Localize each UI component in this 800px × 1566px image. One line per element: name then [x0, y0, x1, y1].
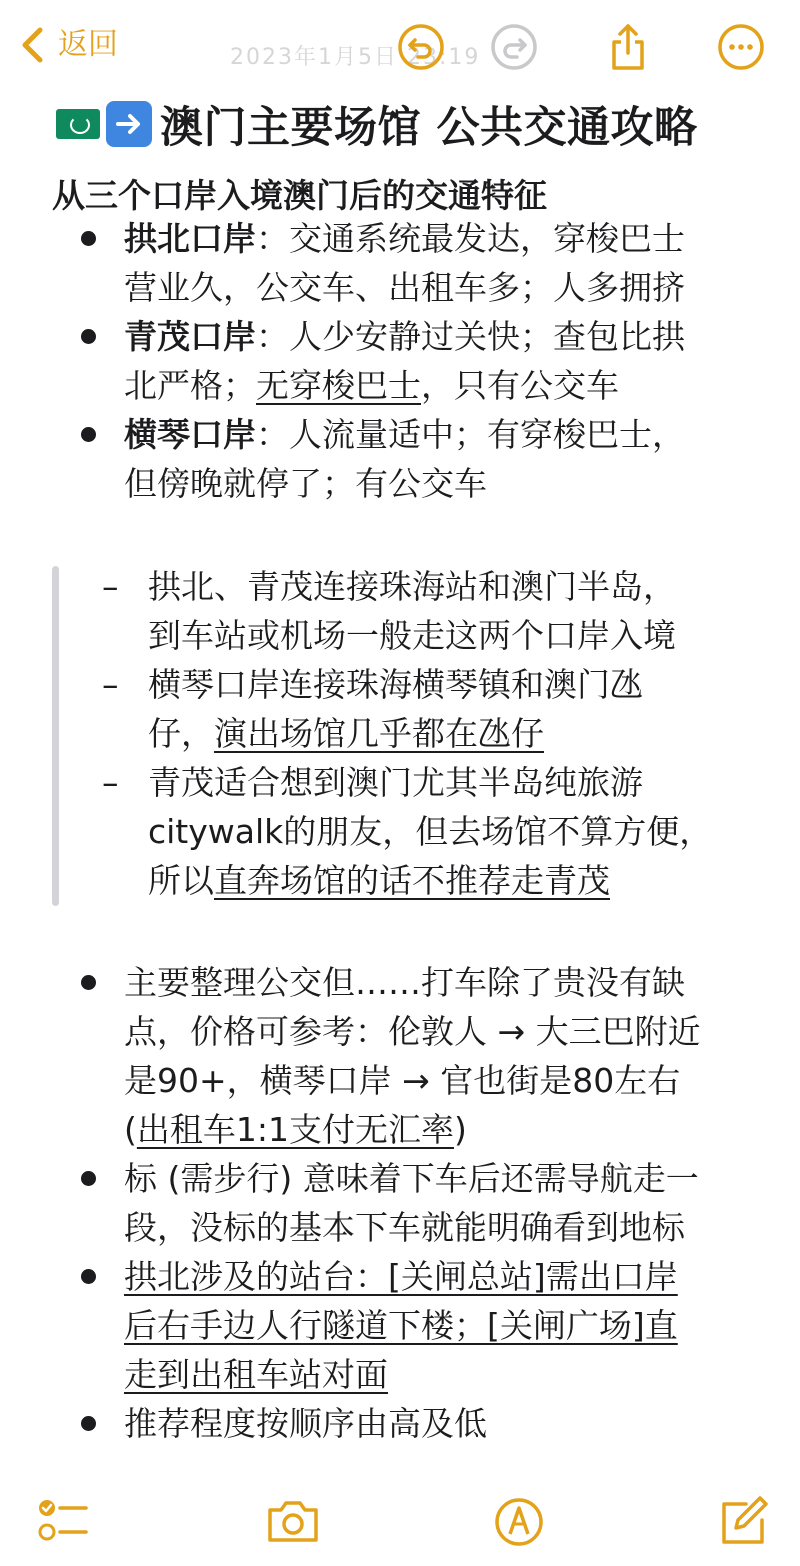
underlined-text: 演出场馆几乎都在氹仔 — [214, 714, 544, 753]
underlined-text: 走到出租车站对面 — [124, 1355, 388, 1394]
list-item — [0, 312, 760, 410]
note-title: 澳门主要场馆 公共交通攻略 — [160, 102, 698, 153]
ports-list — [0, 214, 800, 508]
port-desc: ：人流量适中；有穿梭巴士， — [256, 415, 685, 454]
port-desc-cont: 营业久，公交车、出租车多；人多拥挤 — [124, 268, 685, 307]
dash-text: 拱北、青茂连接珠海站和澳门半岛， — [148, 567, 676, 606]
dash-item — [0, 758, 760, 905]
underlined-text: 后右手边人行隧道下楼；[关闸广场]直 — [124, 1306, 678, 1345]
bullet-icon — [81, 1269, 96, 1284]
subheading: 从三个口岸入境澳门后的交通特征 — [52, 176, 547, 215]
bullet-icon — [81, 427, 96, 442]
underlined-text: 拱北涉及的站台：[关闸总站]需出口岸 — [124, 1257, 678, 1296]
list-item — [0, 1154, 760, 1252]
pen-markup-icon — [492, 1494, 546, 1548]
underlined-text: 直奔场馆的话不推荐走青茂 — [214, 861, 610, 900]
dash-text: 到车站或机场一般走这两个口岸入境 — [148, 616, 676, 655]
more-icon — [716, 22, 766, 72]
list-item — [0, 958, 760, 1154]
tips-list — [0, 958, 800, 1448]
tip-text: ) — [453, 1110, 467, 1149]
dash-text: 仔， — [148, 714, 214, 753]
back-label: 返回 — [58, 27, 118, 62]
camera-icon — [266, 1494, 320, 1548]
bullet-icon — [81, 329, 96, 344]
dash-marker: – — [102, 665, 119, 704]
list-item — [0, 1399, 760, 1448]
top-toolbar — [0, 0, 800, 92]
port-desc-cont: ，只有公交车 — [421, 366, 619, 405]
undo-button[interactable] — [396, 22, 446, 72]
bullet-icon — [81, 1416, 96, 1431]
note-title-row — [56, 96, 697, 152]
tip-text: 段，没标的基本下车就能明确看到地标 — [124, 1208, 685, 1247]
compose-icon — [716, 1494, 770, 1548]
chevron-left-icon — [14, 22, 54, 68]
undo-icon — [396, 22, 446, 72]
macau-flag-icon — [56, 109, 100, 139]
camera-button[interactable] — [266, 1494, 320, 1548]
bullet-icon — [81, 975, 96, 990]
tip-text: 标 (需步行) 意味着下车后还需导航走一 — [124, 1159, 699, 1198]
list-item — [0, 410, 760, 508]
quote-list — [0, 562, 800, 905]
dash-marker: – — [102, 763, 119, 802]
dash-item — [0, 660, 760, 758]
underlined-text: 出租车1:1支付无汇率 — [136, 1110, 454, 1149]
tip-text: 推荐程度按顺序由高及低 — [124, 1404, 487, 1443]
tip-text: 主要整理公交但……打车除了贵没有缺 — [124, 963, 685, 1002]
tip-text: ( — [124, 1110, 137, 1149]
dash-text: 所以 — [148, 861, 214, 900]
port-desc-cont: 但傍晚就停了；有公交车 — [124, 464, 487, 503]
list-item — [0, 214, 760, 312]
underlined-text: 无穿梭巴士 — [256, 366, 421, 405]
more-button[interactable] — [716, 22, 766, 72]
checklist-icon — [34, 1494, 88, 1548]
port-desc: ：人少安静过关快；查包比拱 — [256, 317, 685, 356]
right-arrow-icon — [106, 101, 152, 147]
bullet-icon — [81, 1171, 96, 1186]
note-date: 2023年1月5日 23:19 — [230, 45, 481, 70]
redo-icon — [489, 22, 539, 72]
tip-text: 是90+，横琴口岸 → 官也街是80左右 — [124, 1061, 681, 1100]
dash-text: citywalk的朋友，但去场馆不算方便， — [148, 812, 713, 851]
dash-text: 横琴口岸连接珠海横琴镇和澳门氹 — [148, 665, 643, 704]
markup-button[interactable] — [492, 1494, 546, 1548]
checklist-button[interactable] — [34, 1494, 88, 1548]
compose-button[interactable] — [716, 1494, 770, 1548]
dash-text: 青茂适合想到澳门尤其半岛纯旅游 — [148, 763, 643, 802]
port-name: 横琴口岸 — [124, 415, 256, 454]
port-name: 青茂口岸 — [124, 317, 256, 356]
dash-item — [0, 562, 760, 660]
share-button[interactable] — [603, 22, 653, 72]
port-desc-cont: 北严格； — [124, 366, 256, 405]
port-desc: ：交通系统最发达，穿梭巴士 — [256, 219, 685, 258]
back-button[interactable] — [14, 22, 118, 68]
tip-text: 点，价格可参考：伦敦人 → 大三巴附近 — [124, 1012, 701, 1051]
bullet-icon — [81, 231, 96, 246]
port-name: 拱北口岸 — [124, 219, 256, 258]
dash-marker: – — [102, 567, 119, 606]
list-item — [0, 1252, 760, 1399]
share-icon — [603, 22, 653, 72]
bottom-toolbar — [0, 1490, 800, 1566]
redo-button[interactable] — [489, 22, 539, 72]
